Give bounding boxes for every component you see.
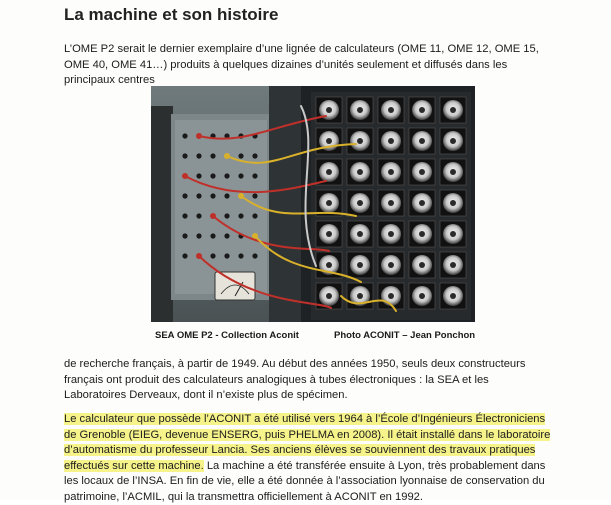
- paragraph-3-rest: La machine a été transférée ensuite à Lyon, très probablement dans les locaux de l’INSA. En fin de vie, elle a été donnée à l’association lyonnaise de conservation du patrimoine, l’ACMIL, qui la transmettra officiellement à ACONIT en 1992.: [64, 459, 546, 503]
- machine-photo: [151, 86, 475, 322]
- paragraph-3: [64, 412, 552, 505]
- intro-paragraph: L’OME P2 serait le dernier exemplaire d’une lignée de calculateurs (OME 11, OME 12, OME 15, OME 40, OME 41…) produits à quelques dizaines d’unités seulement et diffusés dans les principaux centres: [64, 43, 539, 86]
- patch-panel-image: [151, 86, 475, 322]
- figure-caption-right: Photo ACONIT – Jean Ponchon: [334, 330, 476, 341]
- section-heading: La machine et son histoire: [64, 5, 279, 24]
- paragraph-2: de recherche français, à partir de 1949. Au début des années 1950, seuls deux constructeurs français ont produit des calculateurs analogiques à tubes électroniques : la SEA et les Laboratoires Derveaux, dont il n’existe plus de spécimen.: [64, 358, 526, 401]
- highlighted-text: Le calculateur que possède l’ACONIT a été utilisé vers 1964 à l’École d’Ingénieurs Électroniciens de Grenoble (EIEG, devenue ENSERG, puis PHELMA en 2008). Il était installé dans le laboratoire d’automatisme du professeur Lancia. Ses anciens élèves se souviennent des travaux pratiques effectués sur cette machine.: [64, 413, 551, 472]
- figure-caption-left: SEA OME P2 - Collection Aconit: [155, 330, 299, 341]
